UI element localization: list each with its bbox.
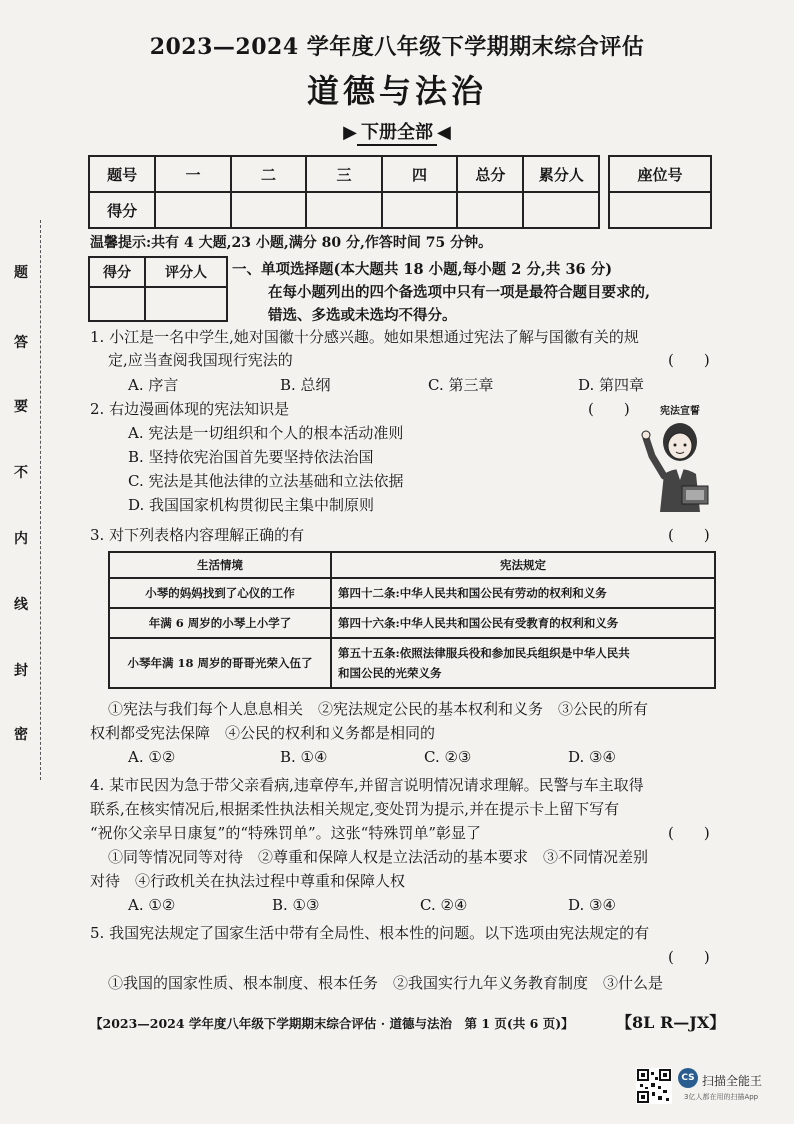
table-cell-line: 和国公民的光荣义务 xyxy=(338,666,442,680)
q4-option[interactable]: C. ②④ xyxy=(420,896,468,914)
score-blank[interactable] xyxy=(306,192,382,228)
notice: 温馨提示:共有 4 大题,23 小题,满分 80 分,作答时间 75 分钟。 xyxy=(90,235,493,251)
score-blank[interactable] xyxy=(523,192,599,228)
seat-table xyxy=(608,155,712,229)
q1-option[interactable]: B. 总纲 xyxy=(280,376,331,394)
table-header: 生活情境 xyxy=(109,552,331,578)
side-char: 答 xyxy=(14,335,28,351)
table-cell: 年满 6 周岁的小琴上小学了 xyxy=(109,608,331,638)
section-desc: 在每小题列出的四个备选项中只有一项是最符合题目要求的, xyxy=(268,284,651,301)
score-cell: 题号 xyxy=(89,156,155,192)
q3-option[interactable]: C. ②③ xyxy=(424,748,472,766)
q3-option[interactable]: D. ③④ xyxy=(568,748,616,766)
q1-line: 1. 小江是一名中学生,她对国徽十分感兴趣。她如果想通过宪法了解与国徽有关的规 xyxy=(90,328,639,346)
side-char: 不 xyxy=(14,465,28,481)
q4-option[interactable]: B. ①③ xyxy=(272,896,320,914)
score-blank[interactable] xyxy=(457,192,523,228)
q4-line: “祝你父亲早日康复”的“特殊罚单”。这张“特殊罚单”彰显了 xyxy=(90,824,482,842)
q2-option[interactable]: B. 坚持依宪治国首先要坚持依法治国 xyxy=(128,448,374,466)
score-cell: 三 xyxy=(306,156,382,192)
q4-option[interactable]: A. ①② xyxy=(128,896,176,914)
table-cell: 小琴年满 18 周岁的哥哥光荣入伍了 xyxy=(109,638,331,688)
score-table xyxy=(88,155,600,229)
scope-badge xyxy=(0,118,794,146)
cartoon-oath-icon xyxy=(636,416,720,516)
q3-option[interactable]: A. ①② xyxy=(128,748,176,766)
side-char: 密 xyxy=(14,727,28,743)
section-header xyxy=(232,258,722,327)
exam-title: 2023—2024 学年度八年级下学期期末综合评估 xyxy=(149,34,645,60)
q5-line: ①我国的国家性质、根本制度、根本任务 ②我国实行九年义务教育制度 ③什么是 xyxy=(108,974,664,992)
grader-box xyxy=(88,256,228,322)
side-char: 内 xyxy=(14,531,28,547)
grader-blank[interactable] xyxy=(145,287,227,321)
q2-option[interactable]: D. 我国国家机构贯彻民主集中制原则 xyxy=(128,496,375,514)
table-cell-line: 第五十五条:依照法律服兵役和参加民兵组织是中华人民共 xyxy=(338,646,630,660)
q3-table xyxy=(108,551,716,689)
grader-label: 评分人 xyxy=(145,257,227,287)
grader-score-label: 得分 xyxy=(89,257,145,287)
q2-option[interactable]: C. 宪法是其他法律的立法基础和立法依据 xyxy=(128,472,404,490)
table-header: 宪法规定 xyxy=(331,552,715,578)
scanner-tagline: 3亿人都在用的扫描App xyxy=(684,1093,759,1101)
score-cell: 二 xyxy=(231,156,307,192)
scope-text: 下册全部 xyxy=(357,118,437,146)
table-cell: 第四十二条:中华人民共和国公民有劳动的权利和义务 xyxy=(331,578,715,608)
page-footer: 【2023—2024 学年度八年级下学期期末综合评估 · 道德与法治 第 1 页(共 6 页)】 xyxy=(90,1016,574,1031)
q2-option[interactable]: A. 宪法是一切组织和个人的根本活动准则 xyxy=(128,424,404,442)
q1-option[interactable]: D. 第四章 xyxy=(578,376,645,394)
q4-line: 联系,在核实情况后,根据柔性执法相关规定,变处罚为提示,并在提示卡上留下写有 xyxy=(90,800,620,818)
grader-blank[interactable] xyxy=(89,287,145,321)
score-blank[interactable] xyxy=(155,192,231,228)
scanner-brand: 扫描全能王 xyxy=(702,1074,763,1088)
side-char: 封 xyxy=(14,663,28,679)
score-cell: 得分 xyxy=(89,192,155,228)
section-heading: 一、单项选择题(本大题共 18 小题,每小题 2 分,共 36 分) xyxy=(232,261,613,278)
q3-line: 权利都受宪法保障 ④公民的权利和义务都是相同的 xyxy=(90,724,436,742)
answer-paren[interactable]: ( ) xyxy=(668,948,710,966)
seat-label: 座位号 xyxy=(609,156,711,192)
seat-blank[interactable] xyxy=(609,192,711,228)
qr-code-icon xyxy=(636,1068,672,1104)
answer-paren[interactable]: ( ) xyxy=(588,400,630,418)
score-blank[interactable] xyxy=(382,192,458,228)
score-cell: 累分人 xyxy=(523,156,599,192)
q1-line: 定,应当查阅我国现行宪法的 xyxy=(108,351,293,369)
answer-paren[interactable]: ( ) xyxy=(668,824,710,842)
scanner-logo-icon: CS xyxy=(678,1068,698,1088)
exam-code: 【8L R—JX】 xyxy=(616,1013,726,1032)
score-blank[interactable] xyxy=(231,192,307,228)
triangle-left-icon: ◀ xyxy=(437,122,451,143)
section-desc: 错选、多选或未选均不得分。 xyxy=(268,307,457,324)
triangle-right-icon: ▶ xyxy=(343,122,357,143)
table-cell xyxy=(331,638,715,688)
q1-option[interactable]: C. 第三章 xyxy=(428,376,494,394)
q4-option[interactable]: D. ③④ xyxy=(568,896,616,914)
seal-line xyxy=(40,220,41,780)
table-cell: 小琴的妈妈找到了心仪的工作 xyxy=(109,578,331,608)
answer-paren[interactable]: ( ) xyxy=(668,351,710,369)
side-char: 要 xyxy=(14,399,28,415)
score-cell: 一 xyxy=(155,156,231,192)
q4-line: ①同等情况同等对待 ②尊重和保障人权是立法活动的基本要求 ③不同情况差别 xyxy=(108,848,649,866)
q4-line: 对待 ④行政机关在执法过程中尊重和保障人权 xyxy=(90,872,406,890)
q3-option[interactable]: B. ①④ xyxy=(280,748,328,766)
score-cell: 四 xyxy=(382,156,458,192)
q3-line: ①宪法与我们每个人息息相关 ②宪法规定公民的基本权利和义务 ③公民的所有 xyxy=(108,700,649,718)
table-cell: 第四十六条:中华人民共和国公民有受教育的权利和义务 xyxy=(331,608,715,638)
q2-stem: 2. 右边漫画体现的宪法知识是 xyxy=(90,400,290,418)
side-char: 题 xyxy=(14,265,28,281)
subject-title: 道德与法治 xyxy=(306,72,487,110)
q1-option[interactable]: A. 序言 xyxy=(128,376,179,394)
q4-line: 4. 某市民因为急于带父亲看病,违章停车,并留言说明情况请求理解。民警与车主取得 xyxy=(90,776,644,794)
q5-line: 5. 我国宪法规定了国家生活中带有全局性、根本性的问题。以下选项由宪法规定的有 xyxy=(90,924,650,942)
score-cell: 总分 xyxy=(457,156,523,192)
answer-paren[interactable]: ( ) xyxy=(668,526,710,544)
side-char: 线 xyxy=(14,597,28,613)
cartoon-caption: 宪法宣誓 xyxy=(660,406,700,417)
q3-stem: 3. 对下列表格内容理解正确的有 xyxy=(90,526,305,544)
